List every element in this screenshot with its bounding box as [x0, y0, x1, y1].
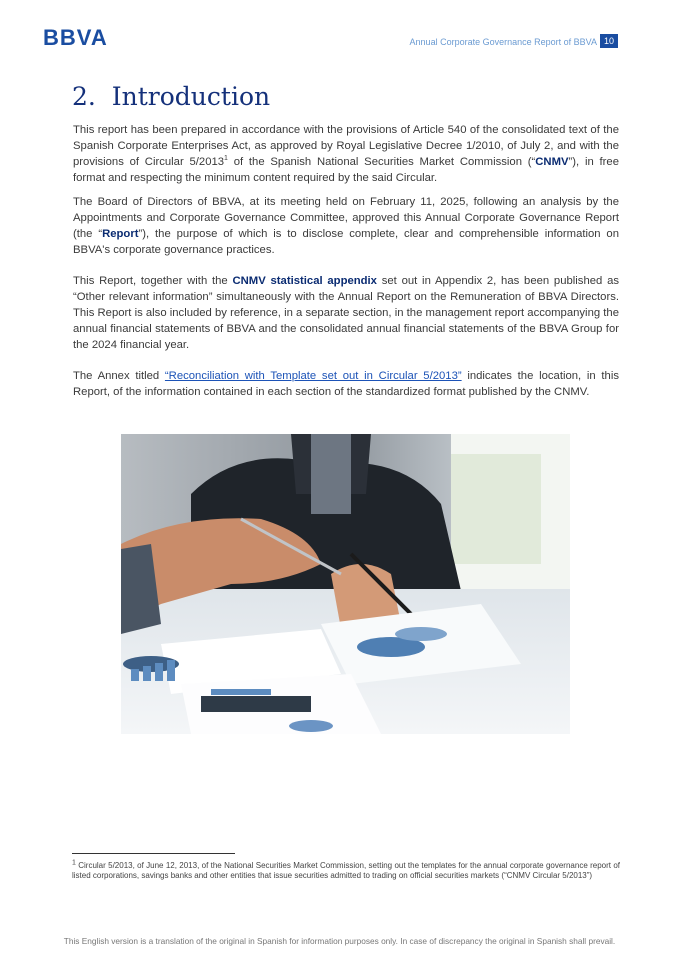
- paragraph-1: This report has been prepared in accordance with the provisions of Article 540 of the consolidated text of the Spanish Corporate Enterprises Act, as approved by Royal Legislative Decree 1/2010, of July 2, and with the provisions of Circular 5/2013$^1$ of the Spanish National Securities Market Commission (“CNMV”), in free format and respecting the minimum content required by the said Circular.: [73, 124, 619, 184]
- footnote: [72, 861, 620, 881]
- page-number: 10: [600, 34, 618, 48]
- section-number: 2.: [72, 82, 96, 111]
- paragraph-4: The Annex titled “Reconciliation with Template set out in Circular 5/2013” indicates the location, in this Report, of the information contained in each section of the standardized format published by the CNMV.: [73, 370, 619, 398]
- footnote-ref[interactable]: 1: [224, 155, 228, 163]
- annex-link[interactable]: “Reconciliation with Template set out in Circular 5/2013”: [164, 370, 462, 382]
- business-meeting-photo: [121, 434, 570, 734]
- header-title: Annual Corporate Governance Report of BBVA: [409, 37, 597, 47]
- body-text: [73, 122, 619, 408]
- section-title: Introduction: [111, 82, 271, 111]
- term-cnmv-statistical-appendix: CNMV statistical appendix: [232, 275, 377, 287]
- term-report: Report: [102, 228, 139, 240]
- footnote-text: Circular 5/2013, of June 12, 2013, of the National Securities Market Commission, setting out the templates for the annual corporate governance report of listed corporations, savings banks and other entities that issue securities admitted to trading on official securities markets (“CNMV Circular 5/2013”): [72, 861, 620, 880]
- term-cnmv: CNMV: [535, 156, 569, 168]
- footnote-marker: 1: [72, 859, 76, 867]
- paragraph-3: This Report, together with the CNMV statistical appendix set out in Appendix 2, has been published as “Other relevant information” simultaneously with the Annual Report on the Remuneration of BBVA Directors. This Report is also included by reference, in a separate section, in the management report accompanying the annual financial statements of BBVA and the consolidated annual financial statements of the BBVA Group for the 2024 financial year.: [73, 275, 619, 351]
- footnote-divider: [72, 853, 235, 854]
- bbva-logo: BBVA: [43, 25, 108, 50]
- paragraph-2: The Board of Directors of BBVA, at its meeting held on February 11, 2025, following an analysis by the Appointments and Corporate Governance Committee, approved this Annual Corporate Governance Report (the “Report”), the purpose of which is to disclose complete, clear and comprehensible information on BBVA's corporate governance practices.: [73, 196, 620, 256]
- translation-disclaimer: This English version is a translation of the original in Spanish for information purposes only. In case of discrepancy the original in Spanish shall prevail.: [63, 936, 616, 946]
- section-heading: [72, 82, 270, 111]
